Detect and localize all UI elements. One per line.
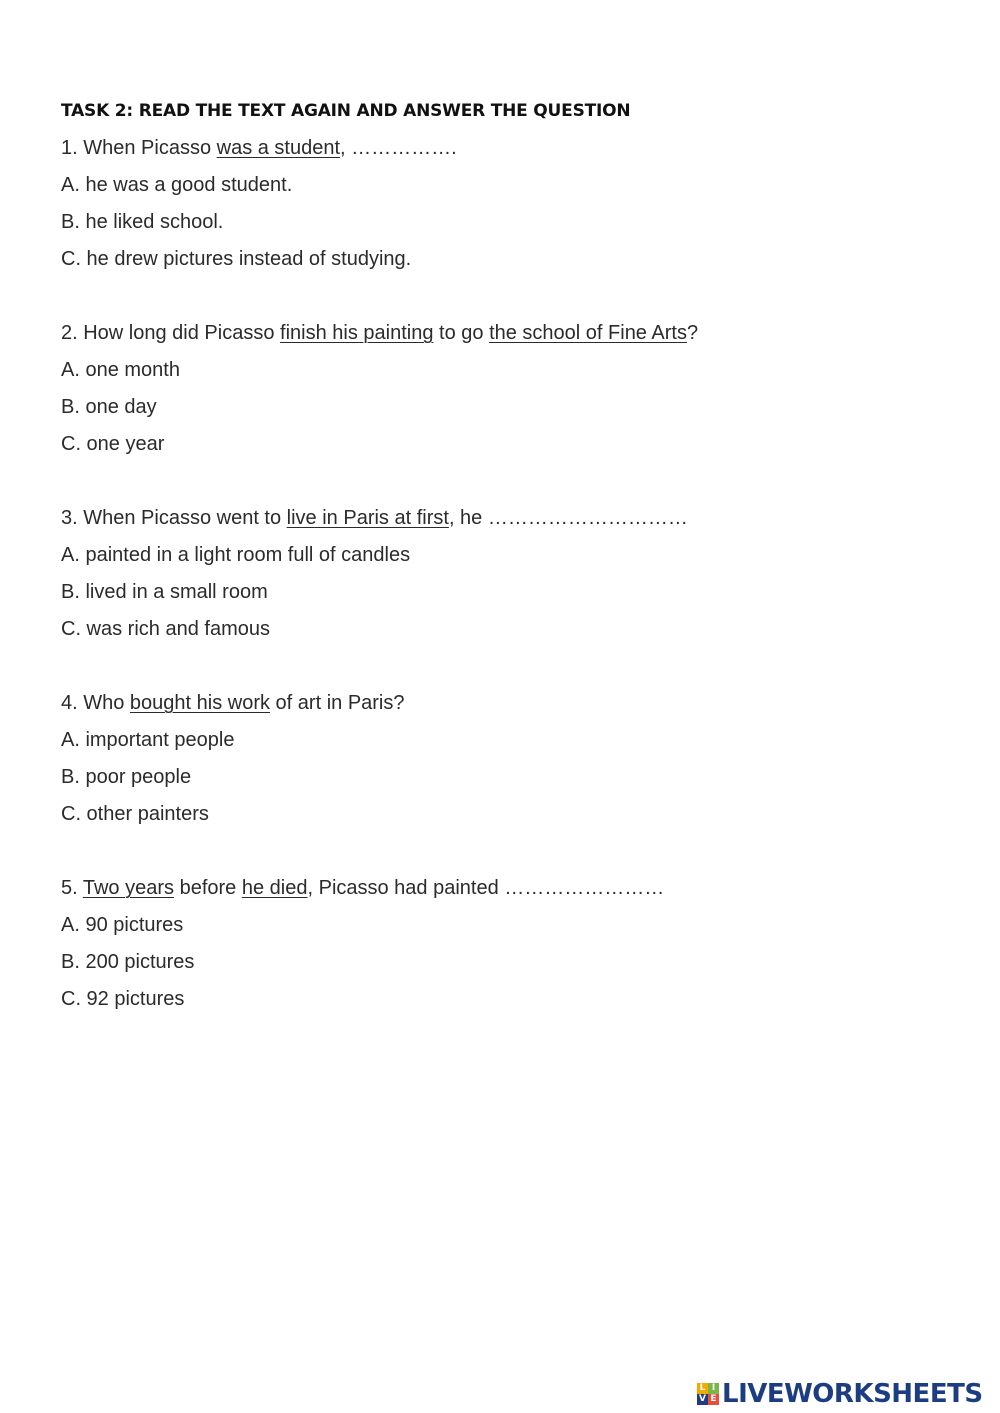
logo-mark-letter: L xyxy=(697,1383,708,1394)
answer-option: C. was rich and famous xyxy=(61,618,270,640)
underlined-phrase: finish his painting xyxy=(280,322,434,344)
stem-text: , ……………. xyxy=(340,137,457,159)
question-5 xyxy=(61,873,961,1021)
answer-option: B. poor people xyxy=(61,766,192,788)
underlined-phrase: bought his work xyxy=(129,692,270,714)
stem-text: of art in Paris? xyxy=(270,692,405,714)
stem-text: , he ………………………… xyxy=(448,507,688,529)
answer-option: B. lived in a small room xyxy=(61,581,268,603)
underlined-phrase: Two years xyxy=(82,877,175,899)
question-3 xyxy=(61,503,961,651)
stem-text: before xyxy=(174,877,242,899)
logo-mark-letter: E xyxy=(708,1394,719,1405)
underlined-phrase: live in Paris at first xyxy=(286,507,449,529)
question-1 xyxy=(61,133,961,281)
answer-option: A. he was a good student. xyxy=(61,174,293,196)
logo-mark-icon xyxy=(697,1383,719,1405)
underlined-phrase: was a student xyxy=(216,137,341,159)
question-stem xyxy=(61,318,961,355)
stem-text: , Picasso had painted …………………… xyxy=(307,877,665,899)
question-stem xyxy=(61,503,961,540)
stem-text: 1. When Picasso xyxy=(61,137,217,159)
answer-option: A. painted in a light room full of candles xyxy=(61,544,411,566)
question-stem xyxy=(61,873,961,910)
logo-mark-letter: I xyxy=(708,1383,719,1394)
answer-option: A. one month xyxy=(61,359,180,381)
underlined-phrase: the school of Fine Arts xyxy=(489,322,687,344)
answer-option: C. other painters xyxy=(61,803,209,825)
question-2 xyxy=(61,318,961,466)
answer-option: C. he drew pictures instead of studying. xyxy=(61,248,412,270)
stem-text: 4. Who xyxy=(61,692,130,714)
logo-text: LIVEWORKSHEETS xyxy=(722,1379,983,1409)
question-4 xyxy=(61,688,961,836)
answer-option: C. one year xyxy=(61,433,165,455)
stem-text: ? xyxy=(686,322,699,344)
logo-mark-letter: V xyxy=(697,1394,708,1405)
answer-option: B. 200 pictures xyxy=(61,951,195,973)
task-title: TASK 2: READ THE TEXT AGAIN AND ANSWER THE QUESTION xyxy=(61,101,631,121)
question-list xyxy=(61,133,961,1021)
answer-option: A. 90 pictures xyxy=(61,914,184,936)
worksheet xyxy=(61,96,961,1058)
answer-option: B. one day xyxy=(61,396,157,418)
answer-option: C. 92 pictures xyxy=(61,988,185,1010)
question-stem xyxy=(61,133,961,170)
stem-text: to go xyxy=(433,322,490,344)
stem-text: 5. xyxy=(61,877,83,899)
stem-text: 3. When Picasso went to xyxy=(61,507,287,529)
answer-option: B. he liked school. xyxy=(61,211,224,233)
question-stem xyxy=(61,688,961,725)
underlined-phrase: he died xyxy=(241,877,308,899)
stem-text: 2. How long did Picasso xyxy=(61,322,281,344)
liveworksheets-logo xyxy=(697,1377,983,1411)
answer-option: A. important people xyxy=(61,729,235,751)
